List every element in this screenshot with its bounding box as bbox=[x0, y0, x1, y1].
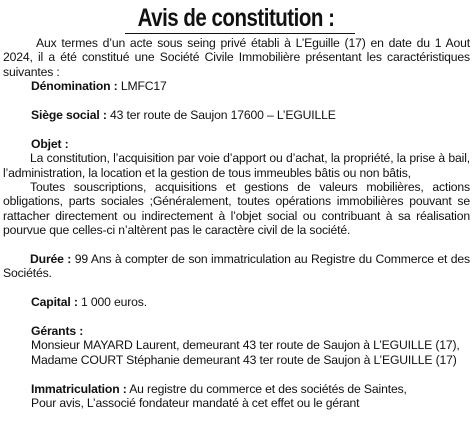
title-underline bbox=[125, 33, 355, 34]
spacer bbox=[3, 367, 470, 381]
denomination-label: Dénomination : bbox=[31, 79, 118, 94]
siege-line bbox=[3, 108, 470, 122]
immatriculation-label: Immatriculation : bbox=[31, 381, 127, 396]
gerant-line-1: Monsieur MAYARD Laurent, demeurant 43 ter route de Saujon à L’EGUILLE (17), bbox=[31, 338, 460, 353]
objet-paragraph-1: La constitution, l’acquisition par voie d’apport ou d’achat, la propriété, la prise à bail, l’administration, la location et la gestion de tous immeubles bâtis ou non bâtis, bbox=[3, 151, 470, 180]
siege-label: Siège social : bbox=[31, 108, 107, 123]
denomination-line bbox=[3, 79, 470, 93]
spacer bbox=[3, 94, 470, 108]
immatriculation-value: Au registre du commerce et des sociétés de Saintes, bbox=[126, 381, 407, 396]
spacer bbox=[3, 122, 470, 136]
page-title: Avis de constitution : bbox=[138, 4, 335, 32]
duree-paragraph bbox=[3, 252, 470, 281]
intro-paragraph: Aux termes d’un acte sous seing privé établi à L’Eguille (17) en date du 1 Aout 2024, il a été constitué une Société Civile Immobilière présentant les caractéristiques suivantes : bbox=[3, 36, 470, 79]
immatriculation-line bbox=[3, 382, 470, 396]
duree-value: 99 Ans à compter de son immatriculation au Registre du Commerce et des Sociétés. bbox=[3, 252, 470, 281]
capital-line bbox=[3, 295, 470, 309]
duree-label: Durée : bbox=[30, 252, 72, 267]
objet-paragraph-2: Toutes souscriptions, acquisitions et gestions de valeurs mobilières, actions obligations, parts sociales ;Généralement, toutes opérations immobilières pouvant se rattacher directement ou indirectement à l’objet social ou contribuant à sa réalisation pourvue que celles-ci n’altèrent pas le caractère civil de la société. bbox=[3, 180, 470, 238]
spacer bbox=[3, 238, 470, 252]
siege-value: 43 ter route de Saujon 17600 – L’EGUILLE bbox=[106, 108, 336, 123]
objet-label: Objet : bbox=[31, 136, 69, 151]
capital-value: 1 000 euros. bbox=[77, 295, 147, 310]
gerants-heading bbox=[3, 324, 470, 338]
gerant-line-2: Madame COURT Stéphanie demeurant 43 ter route de Saujon à L’EGUILLE (17) bbox=[31, 352, 457, 367]
gerants-label: Gérants : bbox=[31, 324, 84, 339]
denomination-value: LMFC17 bbox=[117, 79, 167, 94]
capital-label: Capital : bbox=[31, 295, 78, 310]
signature-line: Pour avis, L’associé fondateur mandaté à cet effet ou le gérant bbox=[31, 396, 360, 411]
spacer bbox=[3, 281, 470, 295]
title-block bbox=[3, 0, 470, 36]
objet-heading bbox=[3, 137, 470, 151]
spacer bbox=[3, 310, 470, 324]
